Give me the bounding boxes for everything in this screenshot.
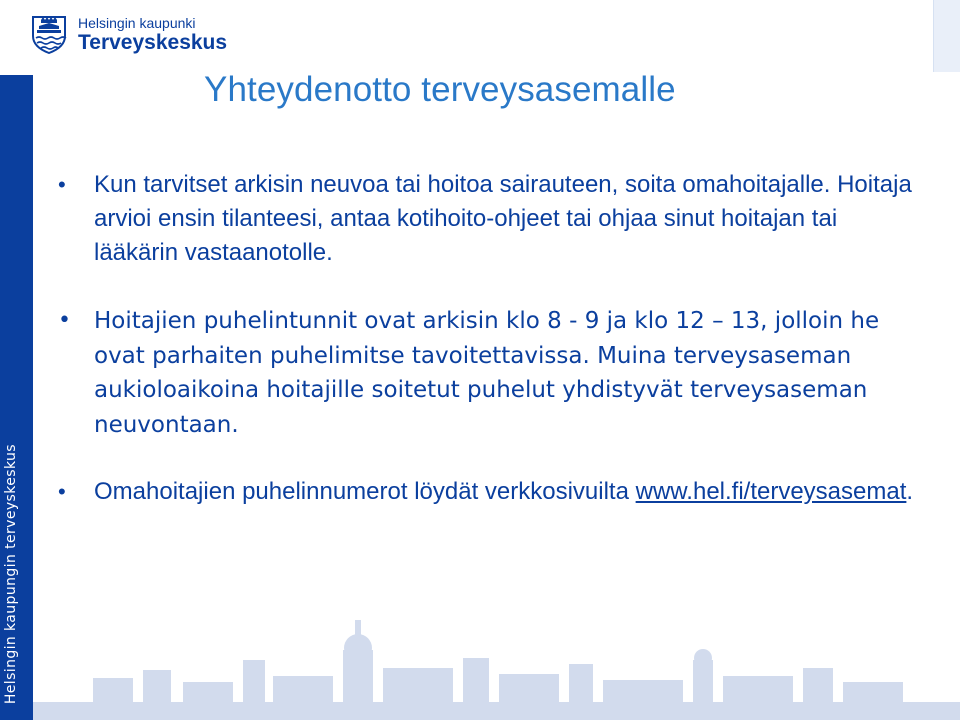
logo-unit-name: Terveyskeskus (78, 30, 228, 54)
bullet-text: Kun tarvitset arkisin neuvoa tai hoitoa sairauteen, soita omahoitajalle. Hoitaja arvioi ensin tilanteesi, antaa kotihoito-ohjeet tai ohjaa sinut hoitajan tai lääkärin vastaanotolle. (94, 171, 912, 266)
bullet-text: Hoitajien puhelintunnit ovat arkisin klo 8 - 9 ja klo 12 – 13, jolloin he ovat parhaiten puhelimitse tavoitettavissa. Muina terveysaseman aukioloaikoina hoitajille soitetut puhelut yhdistyvät terveysaseman neuvontaan. (94, 308, 880, 438)
logo (30, 14, 227, 54)
logo-org-name: Helsingin kaupunki (78, 14, 196, 31)
side-band (0, 75, 33, 720)
city-skyline-decoration (33, 590, 960, 720)
bullet-item (56, 304, 916, 442)
bullet-text-end: . (906, 478, 914, 505)
bullet-item (56, 168, 916, 270)
terveysasemat-link[interactable]: www.hel.fi/terveysasemat (635, 478, 907, 505)
bullet-list (56, 168, 916, 542)
helsinki-crest-icon (30, 14, 68, 54)
side-band-text: Helsingin kaupungin terveyskeskus (3, 443, 19, 704)
page-title: Yhteydenotto terveysasemalle (204, 70, 676, 109)
corner-decoration (933, 0, 960, 72)
bullet-item (56, 476, 916, 508)
bullet-text: Omahoitajien puhelinnumerot löydät verkkosivuilta (94, 478, 636, 505)
